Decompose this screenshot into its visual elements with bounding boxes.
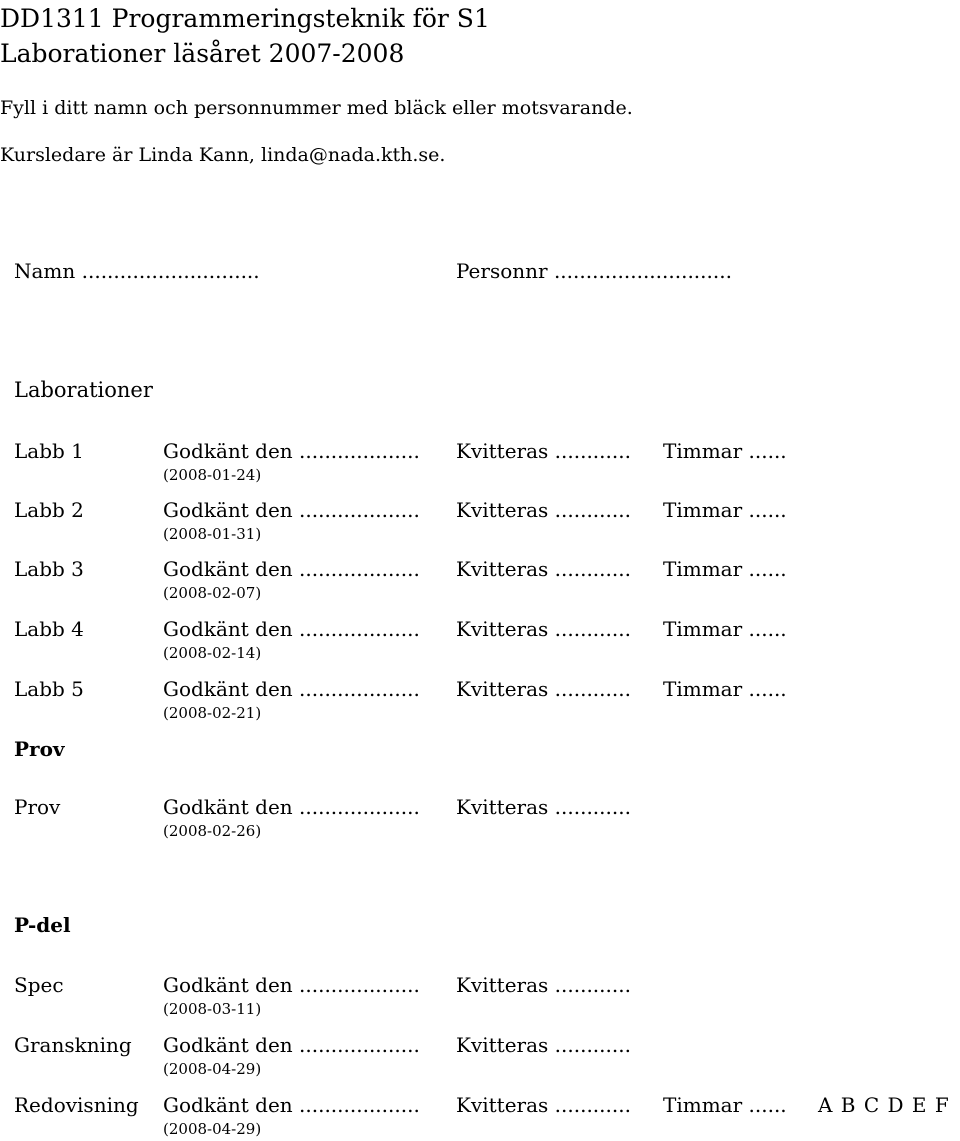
exam-name: Prov [14,795,61,819]
deadline-date: (2008-02-14) [163,644,262,662]
section-pdel-heading: P-del [14,913,71,937]
lab-row [0,617,960,665]
approved-date-field[interactable]: Godkänt den ................... [163,973,420,997]
hours-field[interactable]: Timmar ...... [663,677,787,701]
approved-date-field[interactable]: Godkänt den ................... [163,1093,420,1117]
lab-row [0,439,960,487]
deadline-date: (2008-04-29) [163,1120,262,1138]
approved-date-field[interactable]: Godkänt den ................... [163,557,420,581]
deadline-date: (2008-02-07) [163,584,262,602]
lab-name: Labb 4 [14,617,84,641]
signature-field[interactable]: Kvitteras ............ [456,557,631,581]
signature-field[interactable]: Kvitteras ............ [456,973,631,997]
name-field[interactable]: Namn ............................ [14,259,260,283]
approved-date-field[interactable]: Godkänt den ................... [163,617,420,641]
lab-name: Labb 1 [14,439,84,463]
deadline-date: (2008-02-21) [163,704,262,722]
instruction-text: Fyll i ditt namn och personnummer med bläck eller motsvarande. [0,97,633,119]
exam-row [0,795,960,843]
pdel-item-name: Spec [14,973,64,997]
lab-name: Labb 5 [14,677,84,701]
approved-date-field[interactable]: Godkänt den ................... [163,795,420,819]
pdel-row [0,1033,960,1081]
pdel-row [0,973,960,1021]
pdel-item-name: Granskning [14,1033,132,1057]
section-laborationer-heading: Laborationer [14,378,153,402]
hours-field[interactable]: Timmar ...... [663,617,787,641]
document-title-line1: DD1311 Programmeringsteknik för S1 [0,4,490,33]
deadline-date: (2008-02-26) [163,822,262,840]
lab-name: Labb 3 [14,557,84,581]
lab-row [0,677,960,725]
signature-field[interactable]: Kvitteras ............ [456,1033,631,1057]
approved-date-field[interactable]: Godkänt den ................... [163,498,420,522]
hours-field[interactable]: Timmar ...... [663,557,787,581]
grade-options[interactable]: A B C D E F [818,1093,950,1117]
hours-field[interactable]: Timmar ...... [663,439,787,463]
section-prov-heading: Prov [14,737,65,761]
pdel-item-name: Redovisning [14,1093,139,1117]
approved-date-field[interactable]: Godkänt den ................... [163,677,420,701]
hours-field[interactable]: Timmar ...... [663,1093,787,1117]
lab-row [0,498,960,546]
approved-date-field[interactable]: Godkänt den ................... [163,1033,420,1057]
deadline-date: (2008-03-11) [163,1000,262,1018]
signature-field[interactable]: Kvitteras ............ [456,617,631,641]
approved-date-field[interactable]: Godkänt den ................... [163,439,420,463]
hours-field[interactable]: Timmar ...... [663,498,787,522]
deadline-date: (2008-01-24) [163,466,262,484]
course-leader-text: Kursledare är Linda Kann, linda@nada.kth.se. [0,144,446,166]
signature-field[interactable]: Kvitteras ............ [456,439,631,463]
lab-name: Labb 2 [14,498,84,522]
signature-field[interactable]: Kvitteras ............ [456,677,631,701]
signature-field[interactable]: Kvitteras ............ [456,498,631,522]
deadline-date: (2008-01-31) [163,525,262,543]
deadline-date: (2008-04-29) [163,1060,262,1078]
signature-field[interactable]: Kvitteras ............ [456,795,631,819]
personnr-field[interactable]: Personnr ............................ [456,259,732,283]
pdel-row [0,1093,960,1141]
lab-row [0,557,960,605]
signature-field[interactable]: Kvitteras ............ [456,1093,631,1117]
document-title-line2: Laborationer läsåret 2007-2008 [0,39,405,68]
